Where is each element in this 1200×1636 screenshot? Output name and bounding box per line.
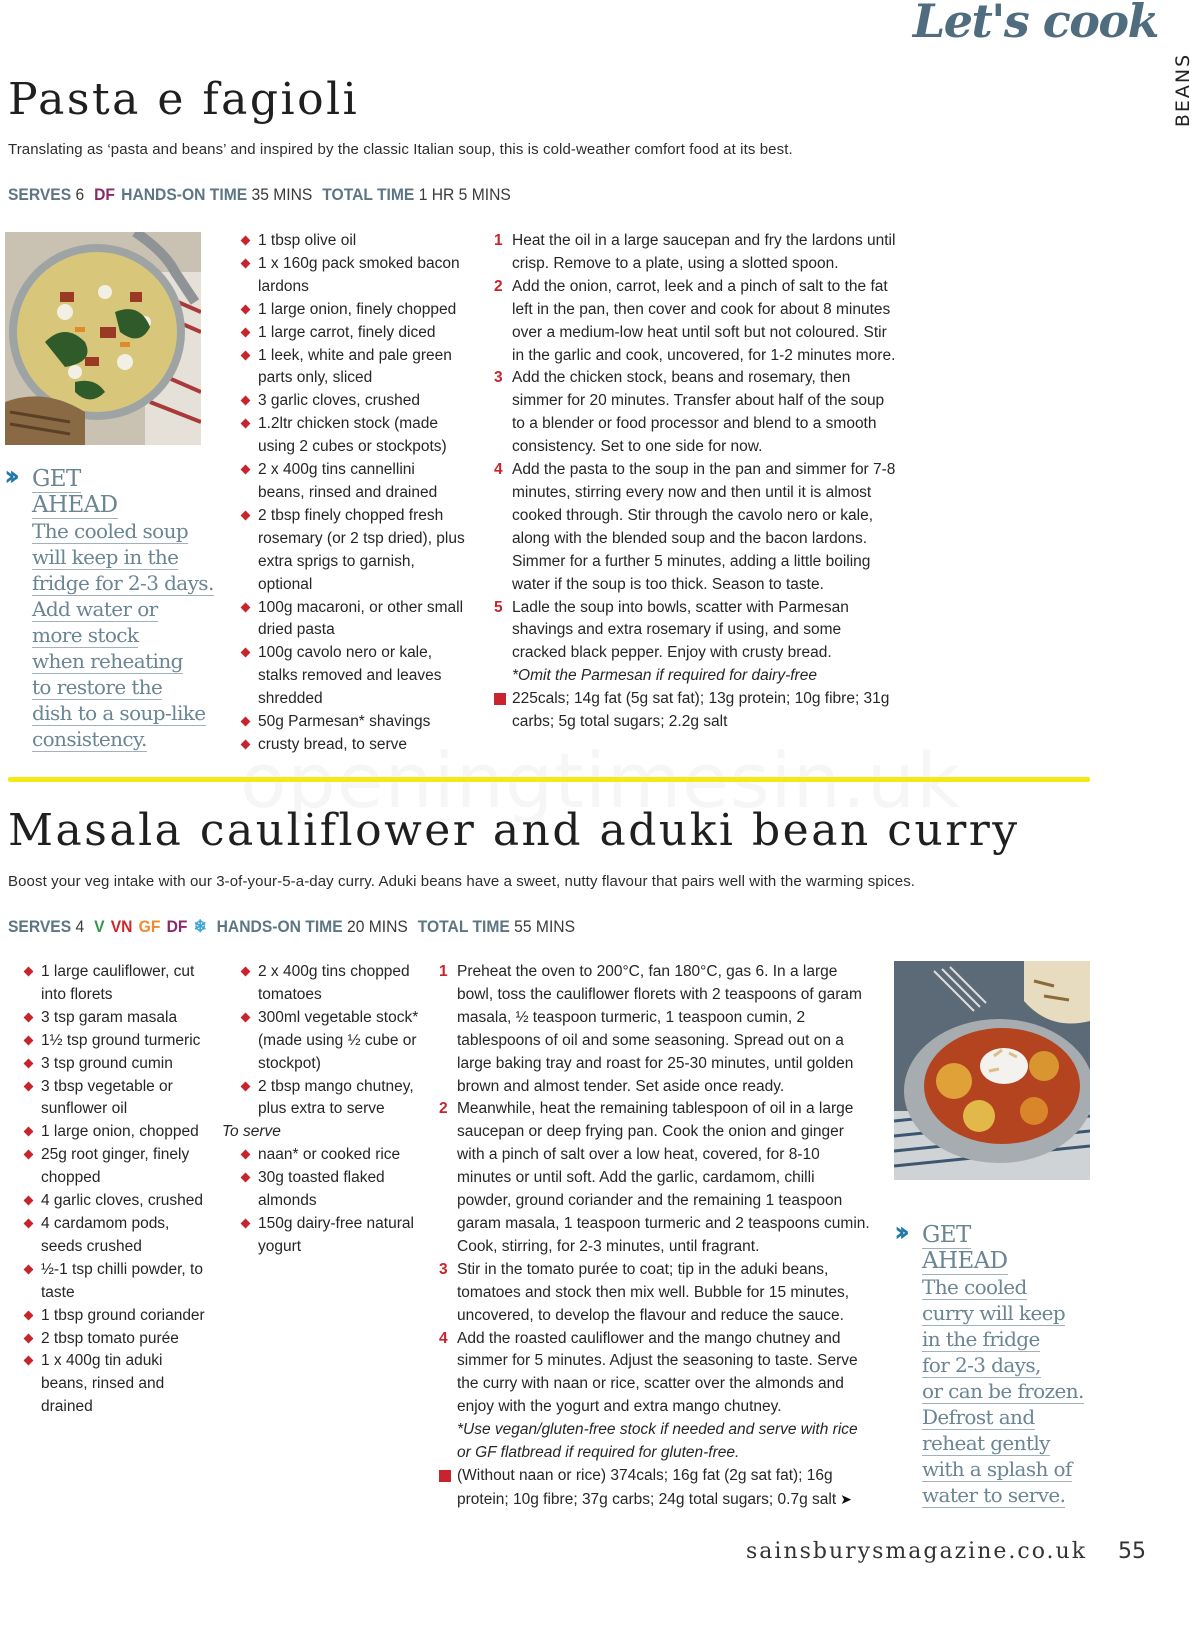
step-text: Stir in the tomato purée to coat; tip in the aduki beans, tomatoes and stock then mix well. Bubble for 15 minutes, uncovered, to develop the flavour and reduce the sauce. bbox=[457, 1260, 850, 1324]
get-ahead-text-line: consistency. bbox=[32, 727, 147, 751]
recipe-photo-pasta-e-fagioli bbox=[5, 232, 201, 445]
diet-tag-gluten-free: GF bbox=[138, 917, 161, 936]
ingredient-item: 25g root ginger, finely chopped bbox=[23, 1144, 208, 1190]
ingredients-list bbox=[240, 230, 465, 757]
get-ahead-text-line: with a splash of bbox=[922, 1457, 1072, 1481]
nutrition-info: (Without naan or rice) 374cals; 16g fat (2g sat fat); 16g protein; 10g fibre; 37g carbs; 24g total sugars; 0.7g salt ➤ bbox=[439, 1465, 871, 1512]
ingredient-item: 3 garlic cloves, crushed bbox=[240, 390, 465, 413]
ingredient-item: 50g Parmesan* shavings bbox=[240, 711, 465, 734]
get-ahead-text-line: water to serve. bbox=[922, 1483, 1066, 1507]
ingredient-item: 1½ tsp ground turmeric bbox=[23, 1030, 208, 1053]
method-step bbox=[494, 230, 899, 276]
method-step bbox=[439, 1259, 871, 1328]
method-step bbox=[494, 276, 899, 368]
to-serve-heading: To serve bbox=[222, 1123, 281, 1141]
ingredient-item: 1 tbsp ground coriander bbox=[23, 1305, 208, 1328]
step-text: Heat the oil in a large saucepan and fry the lardons until crisp. Remove to a plate, using a slotted spoon. bbox=[512, 232, 896, 272]
chevron-double-right-icon: ›› bbox=[4, 459, 14, 492]
method-step bbox=[494, 367, 899, 459]
step-number: 2 bbox=[494, 277, 503, 295]
ingredient-item: 100g macaroni, or other small dried pasta bbox=[240, 597, 465, 643]
get-ahead-text-line: when reheating bbox=[32, 649, 183, 673]
step-text: Add the chicken stock, beans and rosemary, then simmer for 20 minutes. Transfer about half of the soup to a blender or food processor and blend to a smooth consistency. Set to one side for now. bbox=[512, 369, 885, 456]
ingredient-item: 1 large onion, finely chopped bbox=[240, 299, 465, 322]
recipe-meta bbox=[8, 185, 516, 205]
ingredient-item: 100g cavolo nero or kale, stalks removed and leaves shredded bbox=[240, 642, 465, 711]
get-ahead-text-line: reheat gently bbox=[922, 1431, 1050, 1455]
hands-on-value: 35 MINS bbox=[251, 185, 313, 204]
hands-on-value: 20 MINS bbox=[346, 917, 408, 936]
step-text: Add the onion, carrot, leek and a pinch of salt to the fat left in the pan, then cover and cook for about 8 minutes over a medium-low heat until soft but not coloured. Stir in the garlic and cook, uncovered, for 1-2 minutes more. bbox=[512, 277, 896, 364]
method-step bbox=[439, 1328, 871, 1420]
get-ahead-text-line: dish to a soup-like bbox=[32, 701, 206, 725]
ingredient-item: 150g dairy-free natural yogurt bbox=[240, 1213, 422, 1259]
method-step bbox=[494, 459, 899, 596]
get-ahead-title-line: AHEAD bbox=[32, 492, 118, 518]
ingredient-item: 4 cardamom pods, seeds crushed bbox=[23, 1213, 208, 1259]
ingredient-item: ½-1 tsp chilli powder, to taste bbox=[23, 1259, 208, 1305]
step-number: 2 bbox=[439, 1100, 448, 1118]
get-ahead-text-line: more stock bbox=[32, 623, 139, 647]
recipe-meta bbox=[8, 917, 581, 937]
recipe-title: Pasta e fagioli bbox=[8, 74, 360, 125]
chevron-double-right-icon: ›› bbox=[894, 1215, 904, 1248]
freezable-snowflake-icon: ❄ bbox=[193, 917, 207, 936]
hands-on-label: HANDS-ON TIME bbox=[216, 917, 343, 936]
serves-label: SERVES bbox=[8, 917, 72, 936]
serves-label: SERVES bbox=[8, 185, 72, 204]
page-number: 55 bbox=[1118, 1539, 1146, 1564]
nutrition-info: 225cals; 14g fat (5g sat fat); 13g protein; 10g fibre; 31g carbs; 5g total sugars; 2.2g salt bbox=[494, 688, 899, 734]
ingredient-item: 2 tbsp mango chutney, plus extra to serve bbox=[240, 1076, 422, 1122]
get-ahead-title-line: GET bbox=[922, 1222, 971, 1248]
diet-tag-dairy-free: DF bbox=[166, 917, 188, 936]
get-ahead-text-line: for 2-3 days, bbox=[922, 1353, 1041, 1377]
diet-tag-vegetarian: V bbox=[94, 917, 105, 936]
section-divider bbox=[8, 777, 1090, 782]
ingredient-item: 1 x 400g tin aduki beans, rinsed and drained bbox=[23, 1350, 208, 1419]
method-steps bbox=[439, 961, 871, 1512]
step-number: 5 bbox=[494, 598, 503, 616]
get-ahead-text-line: The cooled soup bbox=[32, 519, 189, 543]
method-step bbox=[494, 597, 899, 666]
ingredient-item: naan* or cooked rice bbox=[240, 1144, 422, 1167]
get-ahead-text-line: will keep in the bbox=[32, 545, 179, 569]
diet-tag-df: DF bbox=[94, 185, 115, 204]
get-ahead-title-line: GET bbox=[32, 466, 81, 492]
ingredient-item: crusty bread, to serve bbox=[240, 734, 465, 757]
step-text: Ladle the soup into bowls, scatter with Parmesan shavings and extra rosemary if using, and some cracked black pepper. Enjoy with crusty bread. bbox=[512, 598, 849, 662]
continue-arrow-icon: ➤ bbox=[840, 1490, 852, 1507]
ingredient-item: 1 large onion, chopped bbox=[23, 1121, 208, 1144]
ingredient-item: 2 tbsp tomato purée bbox=[23, 1328, 208, 1351]
step-number: 1 bbox=[494, 232, 503, 249]
step-text: Preheat the oven to 200°C, fan 180°C, gas 6. In a large bowl, toss the cauliflower florets with 2 teaspoons of garam masala, ½ teaspoon turmeric, 1 teaspoon cumin, 2 tablespoons of oil and some seasoning. Spread out on a large baking tray and roast for 25-30 minutes, until golden brown and almost tender. Set aside once ready. bbox=[457, 963, 862, 1095]
serves-value: 6 bbox=[75, 185, 85, 204]
get-ahead-text-line: fridge for 2-3 days. bbox=[32, 571, 214, 595]
step-text: Add the pasta to the soup in the pan and simmer for 7-8 minutes, stirring every now and then until it is almost cooked through. Stir through the cavolo nero or kale, along with the blended soup and the bacon lardons. Simmer for a further 5 minutes, adding a little boiling water if the soup is too thick. Season to taste. bbox=[512, 461, 896, 593]
method-step bbox=[439, 961, 871, 1098]
section-tag-label: BEANS bbox=[1172, 52, 1194, 128]
get-ahead-text-line: curry will keep bbox=[922, 1301, 1066, 1325]
ingredient-item: 1 leek, white and pale green parts only, sliced bbox=[240, 345, 465, 391]
ingredient-item: 3 tbsp vegetable or sunflower oil bbox=[23, 1076, 208, 1122]
get-ahead-text-line: in the fridge bbox=[922, 1327, 1040, 1351]
ingredient-item: 4 garlic cloves, crushed bbox=[23, 1190, 208, 1213]
get-ahead-text-line: to restore the bbox=[32, 675, 163, 699]
total-time-value: 1 HR 5 MINS bbox=[418, 185, 511, 204]
get-ahead-tip bbox=[4, 459, 214, 752]
serves-value: 4 bbox=[75, 917, 85, 936]
recipe-photo-masala-curry bbox=[894, 961, 1090, 1180]
step-text: Meanwhile, heat the remaining tablespoon of oil in a large saucepan or deep frying pan. Cook the onion and ginger with a pinch of salt over a low heat, covered, for 8-10 minutes or until soft. Add the garlic, cardamom, chilli powder, ground coriander and the remaining 1 teaspoon garam masala, 1 teaspoon turmeric and 2 teaspoons cumin. Cook, stirring, for 2-3 minutes, until fragrant. bbox=[457, 1100, 870, 1255]
get-ahead-text-line: The cooled bbox=[922, 1275, 1027, 1299]
step-number: 3 bbox=[439, 1260, 448, 1278]
magazine-section-brand: Let's cook bbox=[912, 0, 1158, 48]
ingredient-item: 2 x 400g tins cannellini beans, rinsed and drained bbox=[240, 459, 465, 505]
ingredient-item: 1.2ltr chicken stock (made using 2 cubes or stockpots) bbox=[240, 413, 465, 459]
ingredient-item: 3 tsp ground cumin bbox=[23, 1053, 208, 1076]
ingredient-item: 2 tbsp finely chopped fresh rosemary (or 2 tsp dried), plus extra sprigs to garnish, optional bbox=[240, 505, 465, 597]
get-ahead-title-line: AHEAD bbox=[922, 1248, 1008, 1274]
ingredient-item: 300ml vegetable stock* (made using ½ cube or stockpot) bbox=[240, 1007, 422, 1076]
total-time-label: TOTAL TIME bbox=[322, 185, 415, 204]
ingredient-item: 2 x 400g tins chopped tomatoes bbox=[240, 961, 422, 1007]
get-ahead-text-line: Defrost and bbox=[922, 1405, 1035, 1429]
recipe-title: Masala cauliflower and aduki bean curry bbox=[8, 805, 1020, 856]
ingredient-item: 1 large cauliflower, cut into florets bbox=[23, 961, 208, 1007]
ingredients-list-continued bbox=[222, 961, 422, 1259]
method-steps bbox=[494, 230, 899, 734]
step-number: 4 bbox=[439, 1329, 448, 1347]
get-ahead-text-line: Add water or bbox=[32, 597, 158, 621]
get-ahead-text-line: or can be frozen. bbox=[922, 1379, 1084, 1403]
total-time-value: 55 MINS bbox=[514, 917, 576, 936]
section-tag bbox=[1168, 48, 1198, 132]
footer-website: sainsburysmagazine.co.uk bbox=[746, 1539, 1088, 1564]
ingredients-list bbox=[23, 961, 208, 1419]
get-ahead-tip bbox=[894, 1215, 1084, 1508]
dietary-note: *Omit the Parmesan if required for dairy-free bbox=[512, 667, 817, 685]
hands-on-label: HANDS-ON TIME bbox=[121, 185, 248, 204]
step-number: 3 bbox=[494, 369, 503, 387]
ingredient-item: 30g toasted flaked almonds bbox=[240, 1167, 422, 1213]
ingredient-item: 1 tbsp olive oil bbox=[240, 230, 465, 253]
step-text: Add the roasted cauliflower and the mango chutney and simmer for 5 minutes. Adjust the seasoning to taste. Serve the curry with naan or rice, scatter over the almonds and enjoy with the yogurt and extra mango chutney. bbox=[457, 1329, 858, 1416]
ingredient-item: 1 large carrot, finely diced bbox=[240, 322, 465, 345]
total-time-label: TOTAL TIME bbox=[417, 917, 510, 936]
step-number: 1 bbox=[439, 963, 448, 980]
step-number: 4 bbox=[494, 461, 503, 479]
recipe-intro: Translating as ‘pasta and beans’ and inspired by the classic Italian soup, this is cold-weather comfort food at its best. bbox=[8, 141, 793, 158]
diet-tag-vegan: VN bbox=[110, 917, 133, 936]
dietary-note: *Use vegan/gluten-free stock if needed and serve with rice or GF flatbread if required for gluten-free. bbox=[457, 1421, 858, 1462]
ingredient-item: 3 tsp garam masala bbox=[23, 1007, 208, 1030]
method-step bbox=[439, 1098, 871, 1258]
ingredient-item: 1 x 160g pack smoked bacon lardons bbox=[240, 253, 465, 299]
recipe-intro: Boost your veg intake with our 3-of-your-5-a-day curry. Aduki beans have a sweet, nutty flavour that pairs well with the warming spices. bbox=[8, 873, 916, 890]
